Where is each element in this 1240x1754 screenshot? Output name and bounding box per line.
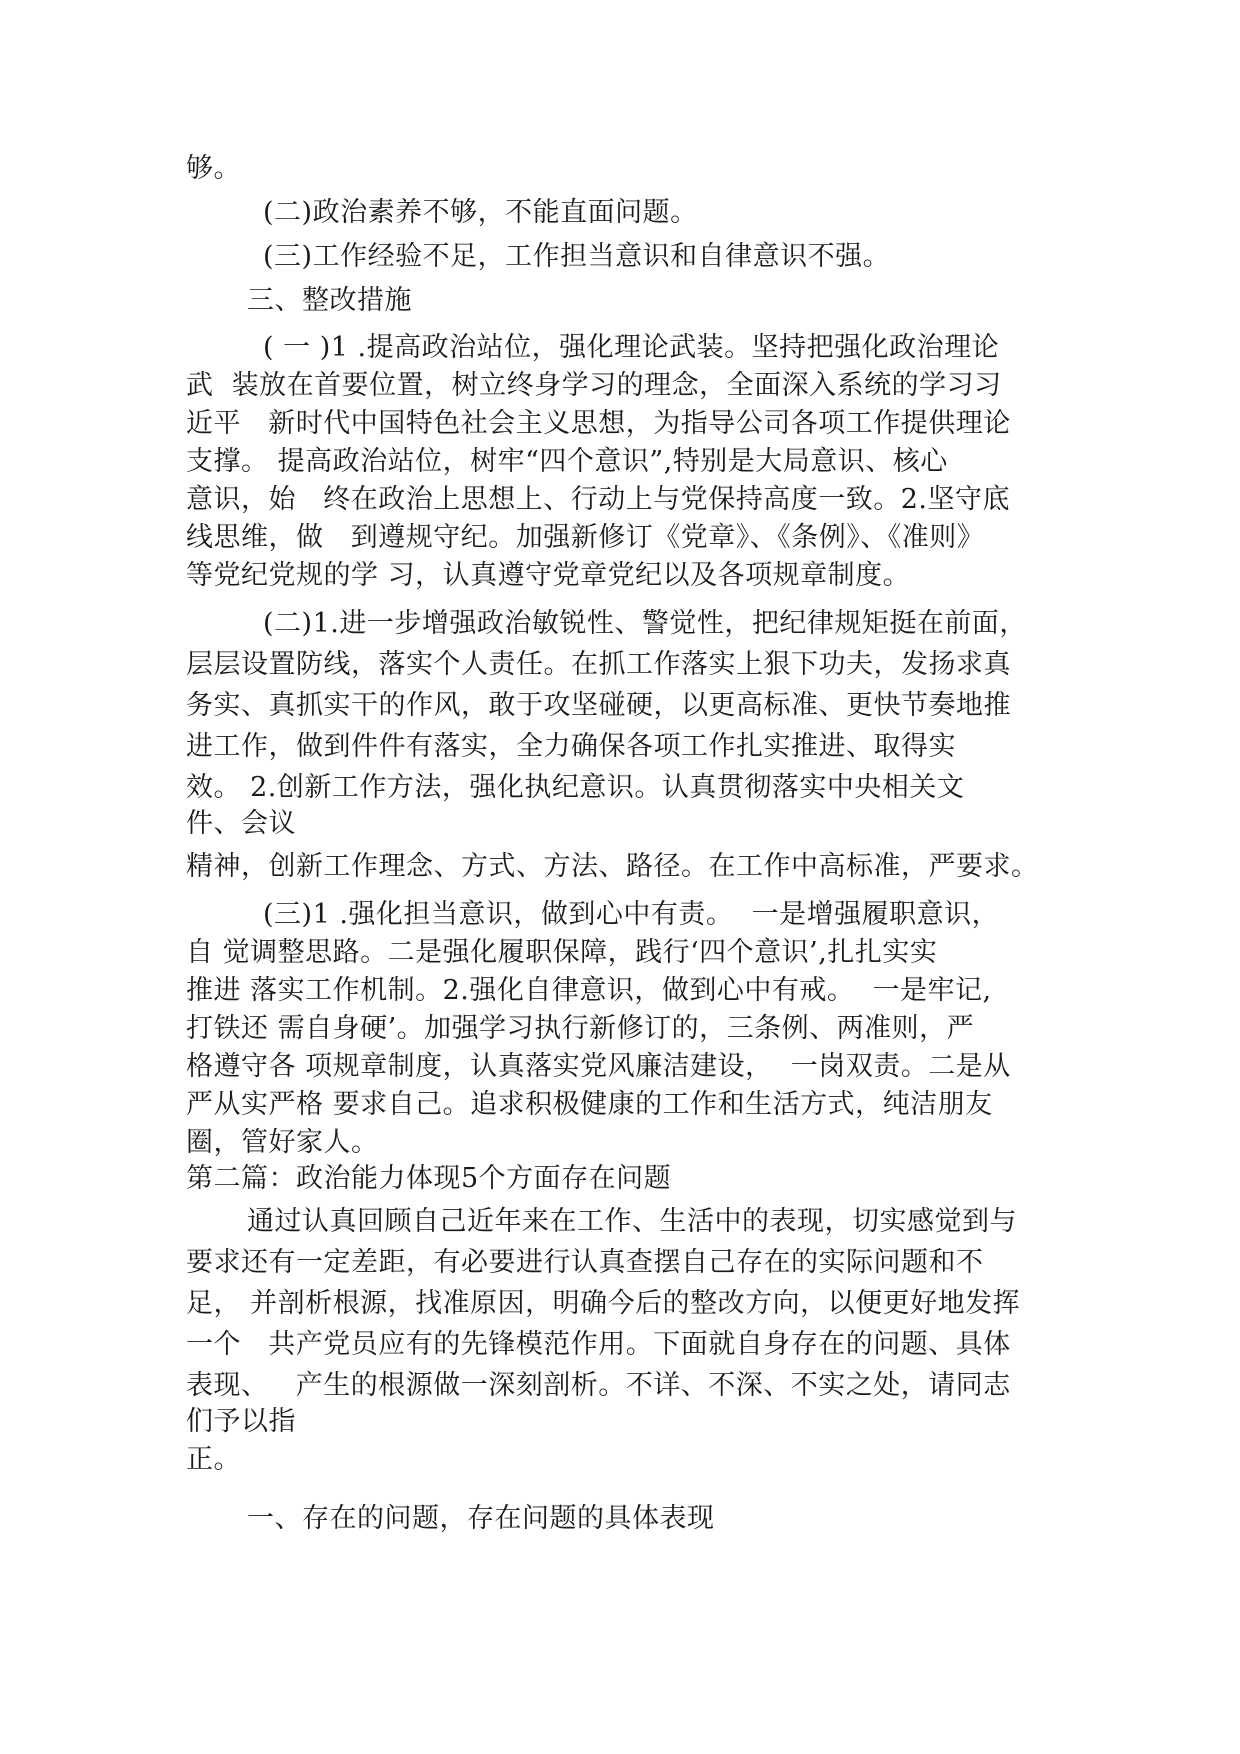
section-heading: 一、存在的问题，存在问题的具体表现 [247,1503,715,1534]
text-line: (三)1 .强化担当意识，做到心中有责。 一是增强履职意识， [263,899,1000,930]
text-line: 要求还有一定差距，有必要进行认真查摆自己存在的实际问题和不 [186,1247,984,1278]
text-line: 自 觉调整思路。二是强化履职保障，践行‘四个意识’,扎扎实实 [186,937,938,968]
text-line: 精神，创新工作理念、方式、方法、路径。在工作中高标准，严要求。 [186,851,1039,882]
text-line: 近平 新时代中国特色社会主义思想，为指导公司各项工作提供理论 [186,408,1011,439]
text-line: 效。 2.创新工作方法，强化执纪意识。认真贯彻落实中央相关文 [186,772,965,803]
text-line: 进工作，做到件件有落实，全力确保各项工作扎实推进、取得实 [186,731,956,762]
text-line: 件、会议 [186,808,296,839]
text-line: (二)1.进一步增强政治敏锐性、警觉性，把纪律规矩挺在前面， [263,608,1027,639]
text-line: 严从实严格 要求自己。追求积极健康的工作和生活方式，纯洁朋友 [186,1089,993,1120]
text-line: 武 装放在首要位置，树立终身学习的理念，全面深入系统的学习习 [186,370,1002,401]
text-line: (二)政治素养不够，不能直面问题。 [263,197,698,228]
text-line: 格遵守各 项规章制度，认真落实党风廉洁建设， 一岗双责。二是从 [186,1051,1011,1082]
text-line: 表现、 产生的根源做一深刻剖析。不详、不深、不实之处，请同志 [186,1370,1011,1401]
text-line: (三)工作经验不足，工作担当意识和自律意识不强。 [263,241,891,272]
text-line: 支撑。 提高政治站位，树牢“四个意识”,特别是大局意识、核心 [186,446,948,477]
text-line: 线思维，做 到遵规守纪。加强新修订《党章》、《条例》、《准则》 [186,522,985,553]
text-line: 意识，始 终在政治上思想上、行动上与党保持高度一致。2.坚守底 [186,484,1011,515]
text-line: 等党纪党规的学 习，认真遵守党章党纪以及各项规章制度。 [186,560,911,591]
text-line: 务实、真抓实干的作风，敢于攻坚碰硬，以更高标准、更快节奏地推 [186,690,1011,721]
text-line: 圈，管好家人。 [186,1127,379,1158]
section-heading: 三、整改措施 [247,285,412,316]
text-line: 打铁还 需自身硬’。加强学习执行新修订的，三条例、两准则，严 [186,1013,975,1044]
text-line: 正。 [186,1444,241,1475]
text-line: 推进 落实工作机制。2.强化自律意识，做到心中有戒。 一是牢记, [186,975,992,1006]
chapter-title: 第二篇：政治能力体现5个方面存在问题 [186,1163,672,1194]
text-line: 们予以指 [186,1406,296,1437]
text-line: 够。 [186,153,241,184]
text-line: 层层设置防线，落实个人责任。在抓工作落实上狠下功夫，发扬求真 [186,649,1011,680]
text-line: ( 一 )1 .提高政治站位，强化理论武装。坚持把强化政治理论 [263,332,1000,363]
text-line: 足， 并剖析根源，找准原因，明确今后的整改方向，以便更好地发挥 [186,1288,1021,1319]
text-line: 一个 共产党员应有的先锋模范作用。下面就自身存在的问题、具体 [186,1329,1011,1360]
text-line: 通过认真回顾自己近年来在工作、生活中的表现，切实感觉到与 [247,1206,1017,1237]
